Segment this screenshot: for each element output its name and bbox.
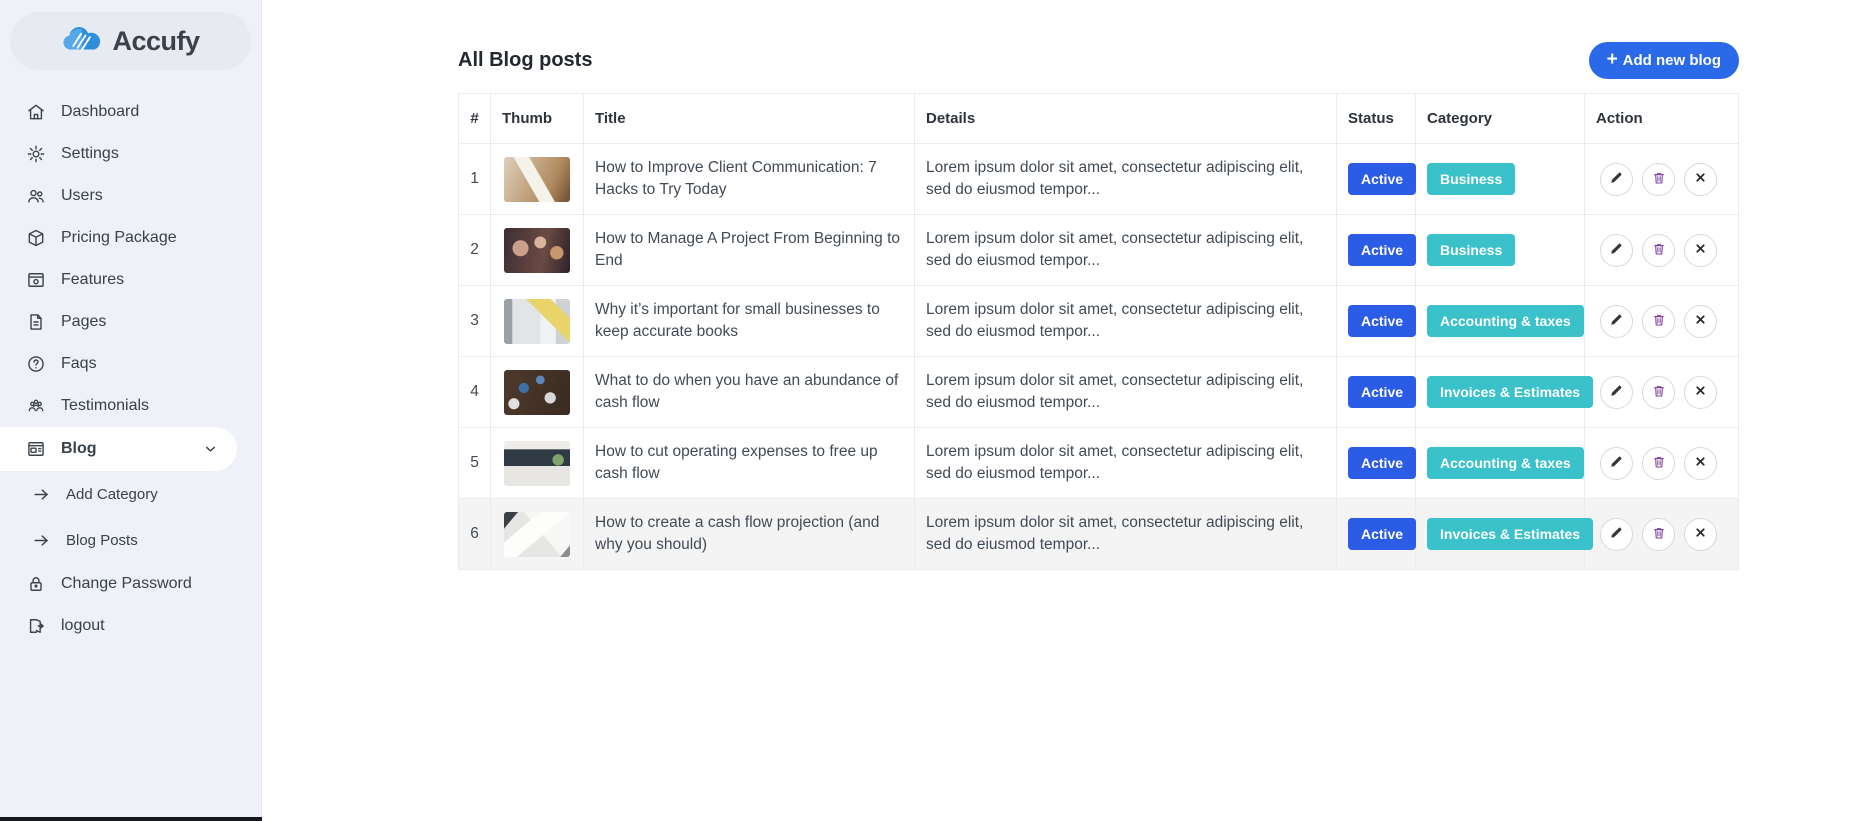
edit-button[interactable] <box>1600 376 1633 409</box>
status-badge: Active <box>1348 376 1416 408</box>
remove-button[interactable] <box>1684 376 1717 409</box>
sidebar-item-features[interactable] <box>0 259 261 301</box>
header-title: Title <box>584 94 915 144</box>
sidebar-item-label: Pricing Package <box>61 229 177 246</box>
delete-button[interactable] <box>1642 163 1675 196</box>
blog-details: Lorem ipsum dolor sit amet, consectetur adipiscing elit, sed do eiusmod tempor... <box>915 499 1337 570</box>
row-number: 3 <box>459 286 491 357</box>
sidebar-item-settings[interactable] <box>0 133 261 175</box>
remove-button[interactable] <box>1684 234 1717 267</box>
sidebar-item-label: Blog Posts <box>66 531 138 549</box>
main-area <box>262 0 1857 570</box>
sidebar-item-faqs[interactable] <box>0 343 261 385</box>
sidebar-item-pricing-package[interactable] <box>0 217 261 259</box>
sidebar <box>0 0 262 821</box>
row-number: 6 <box>459 499 491 570</box>
sidebar-item-label: Add Category <box>66 485 158 503</box>
edit-button[interactable] <box>1600 163 1633 196</box>
close-icon <box>1694 313 1707 329</box>
header-num: # <box>459 94 491 144</box>
sidebar-item-testimonials[interactable] <box>0 385 261 427</box>
pencil-icon <box>1609 454 1624 472</box>
features-icon <box>25 270 46 291</box>
blog-details: Lorem ipsum dolor sit amet, consectetur adipiscing elit, sed do eiusmod tempor... <box>915 357 1337 428</box>
remove-button[interactable] <box>1684 518 1717 551</box>
close-icon <box>1694 384 1707 400</box>
header-thumb: Thumb <box>491 94 584 144</box>
table-row <box>459 215 1739 286</box>
sidebar-bottom-bar <box>0 817 262 821</box>
sidebar-item-add-category[interactable] <box>0 471 261 517</box>
sidebar-item-blog[interactable] <box>0 427 237 471</box>
lock-icon <box>25 574 46 595</box>
blog-details: Lorem ipsum dolor sit amet, consectetur adipiscing elit, sed do eiusmod tempor... <box>915 215 1337 286</box>
pencil-icon <box>1609 241 1624 259</box>
home-icon <box>25 102 46 123</box>
edit-button[interactable] <box>1600 305 1633 338</box>
users-icon <box>25 186 46 207</box>
sidebar-item-blog-posts[interactable] <box>0 517 261 563</box>
edit-button[interactable] <box>1600 447 1633 480</box>
edit-button[interactable] <box>1600 518 1633 551</box>
trash-icon <box>1651 241 1667 260</box>
arrow-right-icon <box>32 484 51 505</box>
sidebar-item-label: Settings <box>61 145 119 162</box>
sidebar-item-label: Blog <box>61 440 97 457</box>
pencil-icon <box>1609 383 1624 401</box>
sidebar-item-label: Change Password <box>61 575 192 592</box>
trash-icon <box>1651 170 1667 189</box>
pencil-icon <box>1609 312 1624 330</box>
cloud-logo-icon <box>61 24 103 59</box>
pages-icon <box>25 312 46 333</box>
blog-details: Lorem ipsum dolor sit amet, consectetur adipiscing elit, sed do eiusmod tempor... <box>915 144 1337 215</box>
sidebar-item-label: Users <box>61 187 103 204</box>
blog-table-body <box>459 144 1739 570</box>
blog-title: How to Manage A Project From Beginning to End <box>584 215 915 286</box>
row-number: 2 <box>459 215 491 286</box>
header-action: Action <box>1585 94 1739 144</box>
row-number: 1 <box>459 144 491 215</box>
sidebar-item-label: Features <box>61 271 125 288</box>
blog-title: Why it’s important for small businesses to keep accurate books <box>584 286 915 357</box>
blog-thumbnail <box>504 370 570 415</box>
blog-details: Lorem ipsum dolor sit amet, consectetur adipiscing elit, sed do eiusmod tempor... <box>915 286 1337 357</box>
remove-button[interactable] <box>1684 447 1717 480</box>
sidebar-item-users[interactable] <box>0 175 261 217</box>
status-badge: Active <box>1348 305 1416 337</box>
delete-button[interactable] <box>1642 305 1675 338</box>
header-details: Details <box>915 94 1337 144</box>
sidebar-item-label: Testimonials <box>61 397 150 414</box>
trash-icon <box>1651 383 1667 402</box>
app-name: Accufy <box>112 25 200 56</box>
edit-button[interactable] <box>1600 234 1633 267</box>
status-badge: Active <box>1348 447 1416 479</box>
testimonials-icon <box>25 396 46 417</box>
logout-icon <box>25 616 46 637</box>
page-title: All Blog posts <box>458 48 593 71</box>
sidebar-item-label: Dashboard <box>61 103 140 120</box>
blog-thumbnail <box>504 512 570 557</box>
blog-posts-table <box>458 93 1739 570</box>
sidebar-item-dashboard[interactable] <box>0 91 261 133</box>
blog-icon <box>25 439 46 460</box>
trash-icon <box>1651 454 1667 473</box>
status-badge: Active <box>1348 234 1416 266</box>
gear-icon <box>25 144 46 165</box>
blog-title: What to do when you have an abundance of cash flow <box>584 357 915 428</box>
sidebar-item-label: logout <box>61 617 105 634</box>
chevron-down-icon <box>200 439 221 460</box>
table-row <box>459 357 1739 428</box>
sidebar-item-change-password[interactable] <box>0 563 261 605</box>
sidebar-item-pages[interactable] <box>0 301 261 343</box>
remove-button[interactable] <box>1684 305 1717 338</box>
question-icon <box>25 354 46 375</box>
remove-button[interactable] <box>1684 163 1717 196</box>
close-icon <box>1694 242 1707 258</box>
table-row <box>459 286 1739 357</box>
blog-details: Lorem ipsum dolor sit amet, consectetur adipiscing elit, sed do eiusmod tempor... <box>915 428 1337 499</box>
status-badge: Active <box>1348 163 1416 195</box>
status-badge: Active <box>1348 518 1416 550</box>
add-new-blog-button[interactable] <box>1589 42 1739 79</box>
blog-title: How to create a cash flow projection (and why you should) <box>584 499 915 570</box>
table-row <box>459 144 1739 215</box>
delete-button[interactable] <box>1642 447 1675 480</box>
arrow-right-icon <box>32 530 51 551</box>
delete-button[interactable] <box>1642 518 1675 551</box>
plus-icon: + <box>1606 48 1618 70</box>
table-row <box>459 499 1739 570</box>
category-badge: Business <box>1427 163 1515 195</box>
close-icon <box>1694 455 1707 471</box>
delete-button[interactable] <box>1642 376 1675 409</box>
sidebar-nav <box>0 91 261 647</box>
category-badge: Business <box>1427 234 1515 266</box>
category-badge: Accounting & taxes <box>1427 305 1584 337</box>
pencil-icon <box>1609 170 1624 188</box>
app-logo[interactable] <box>10 12 251 70</box>
delete-button[interactable] <box>1642 234 1675 267</box>
blog-thumbnail <box>504 299 570 344</box>
blog-thumbnail <box>504 157 570 202</box>
header-category: Category <box>1416 94 1585 144</box>
close-icon <box>1694 171 1707 187</box>
trash-icon <box>1651 312 1667 331</box>
category-badge: Invoices & Estimates <box>1427 376 1593 408</box>
header-status: Status <box>1337 94 1416 144</box>
add-new-blog-label: Add new blog <box>1622 51 1721 69</box>
blog-title: How to cut operating expenses to free up cash flow <box>584 428 915 499</box>
category-badge: Invoices & Estimates <box>1427 518 1593 550</box>
close-icon <box>1694 526 1707 542</box>
trash-icon <box>1651 525 1667 544</box>
table-row <box>459 428 1739 499</box>
blog-thumbnail <box>504 228 570 273</box>
sidebar-item-logout[interactable] <box>0 605 261 647</box>
category-badge: Accounting & taxes <box>1427 447 1584 479</box>
row-number: 5 <box>459 428 491 499</box>
table-header-row <box>459 94 1739 144</box>
blog-title: How to Improve Client Communication: 7 Hacks to Try Today <box>584 144 915 215</box>
package-icon <box>25 228 46 249</box>
row-number: 4 <box>459 357 491 428</box>
sidebar-item-label: Pages <box>61 313 107 330</box>
pencil-icon <box>1609 525 1624 543</box>
sidebar-item-label: Faqs <box>61 355 97 372</box>
blog-thumbnail <box>504 441 570 486</box>
